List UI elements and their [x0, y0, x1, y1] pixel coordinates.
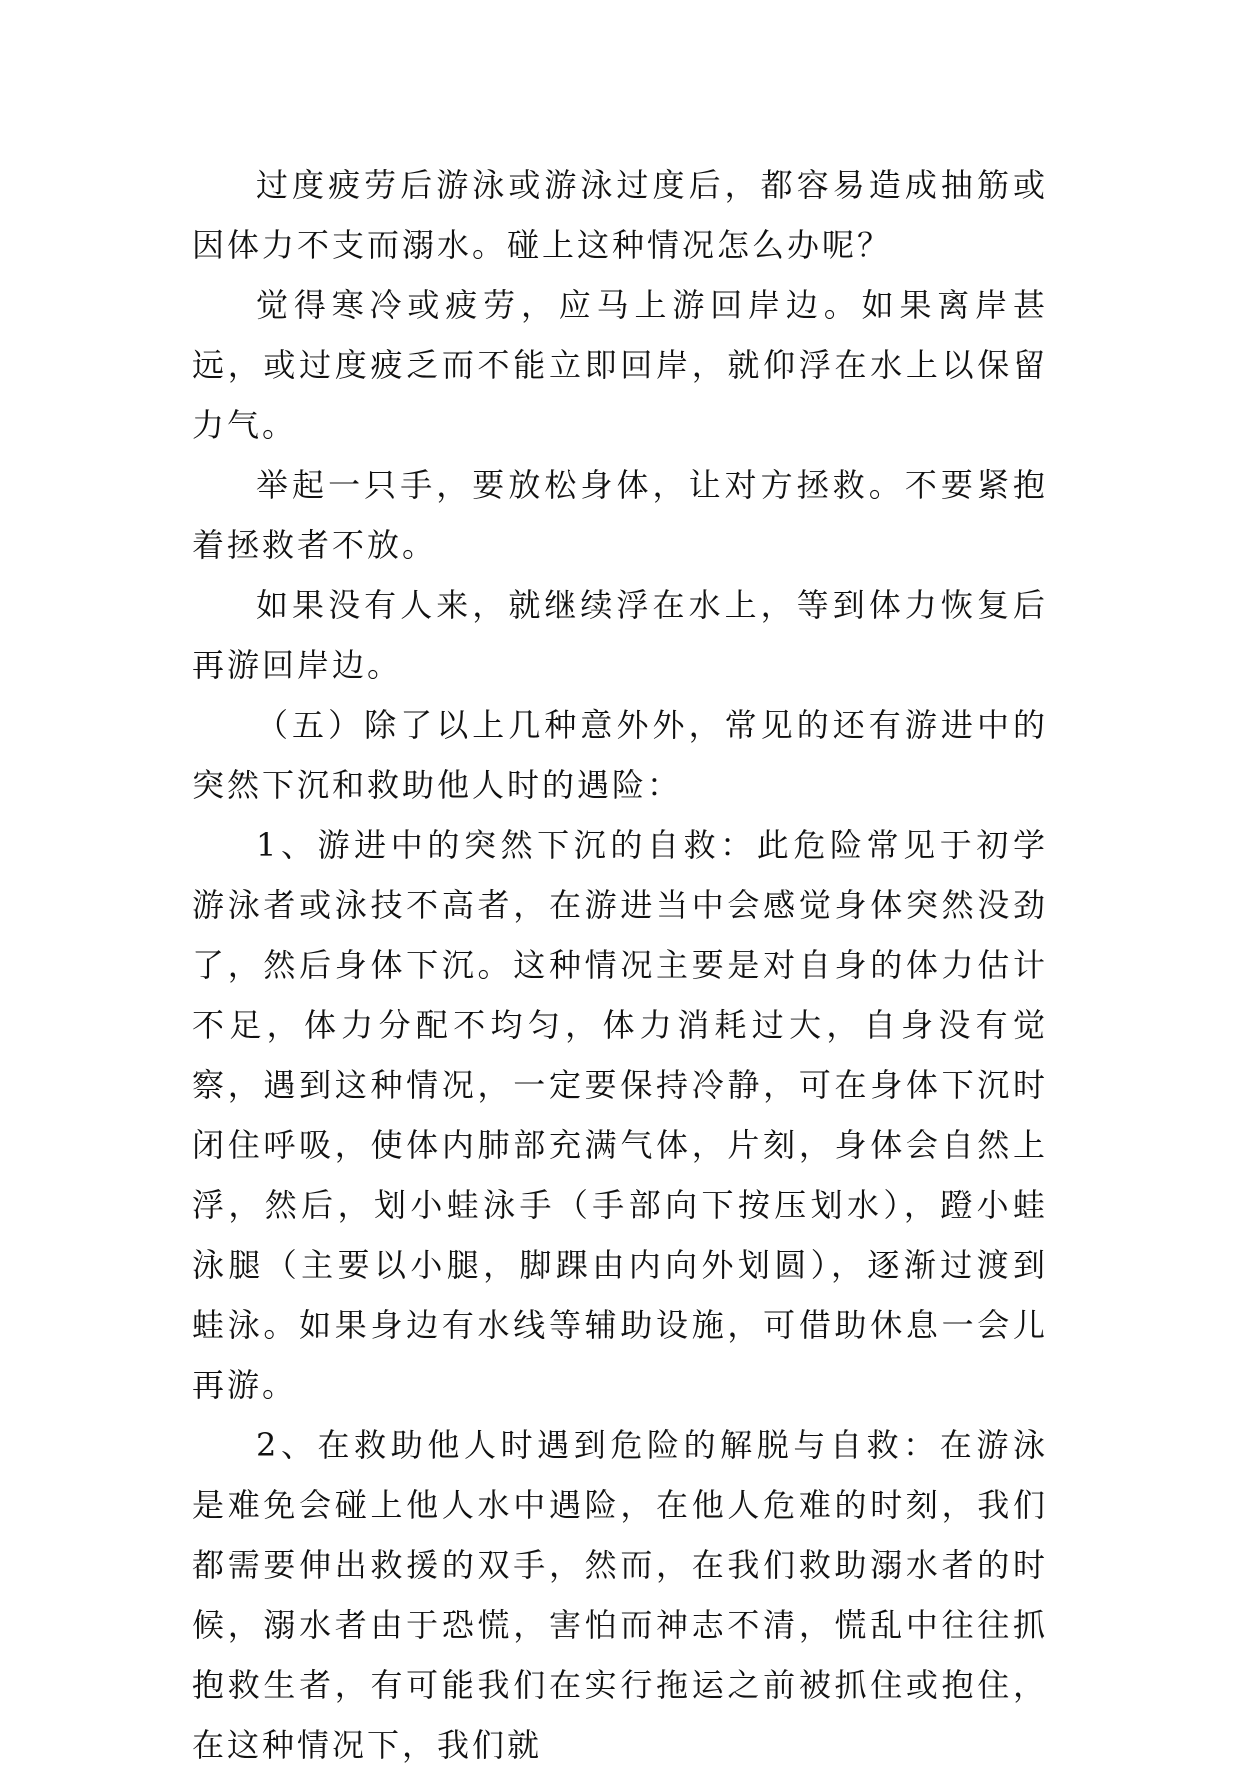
list-item-1: 1、游进中的突然下沉的自救：此危险常见于初学游泳者或泳技不高者，在游进当中会感觉身体突然没劲了，然后身体下沉。这种情况主要是对自身的体力估计不足，体力分配不均匀，体力消耗过大，自身没有觉察，遇到这种情况，一定要保持冷静，可在身体下沉时闭住呼吸，使体内肺部充满气体，片刻，身体会自然上浮，然后，划小蛙泳手（手部向下按压划水），蹬小蛙泳腿（主要以小腿，脚踝由内向外划圆），逐渐过渡到蛙泳。如果身边有水线等辅助设施，可借助休息一会儿再游。 [192, 826, 1048, 1404]
paragraph-2: 觉得寒冷或疲劳，应马上游回岸边。如果离岸甚远，或过度疲乏而不能立即回岸，就仰浮在水上以保留力气。 [192, 286, 1048, 444]
section-heading-5: （五）除了以上几种意外外，常见的还有游进中的突然下沉和救助他人时的遇险： [192, 706, 1048, 804]
document-body [192, 155, 1048, 1775]
paragraph-4: 如果没有人来，就继续浮在水上，等到体力恢复后再游回岸边。 [192, 586, 1048, 684]
list-item-2: 2、在救助他人时遇到危险的解脱与自救：在游泳是难免会碰上他人水中遇险，在他人危难的时刻，我们都需要伸出救援的双手，然而，在我们救助溺水者的时候，溺水者由于恐慌，害怕而神志不清，慌乱中往往抓抱救生者，有可能我们在实行拖运之前被抓住或抱住，在这种情况下，我们就 [192, 1426, 1048, 1764]
paragraph-3: 举起一只手，要放松身体，让对方拯救。不要紧抱着拯救者不放。 [192, 466, 1048, 564]
paragraph-1: 过度疲劳后游泳或游泳过度后，都容易造成抽筋或因体力不支而溺水。碰上这种情况怎么办呢？ [192, 166, 1048, 264]
